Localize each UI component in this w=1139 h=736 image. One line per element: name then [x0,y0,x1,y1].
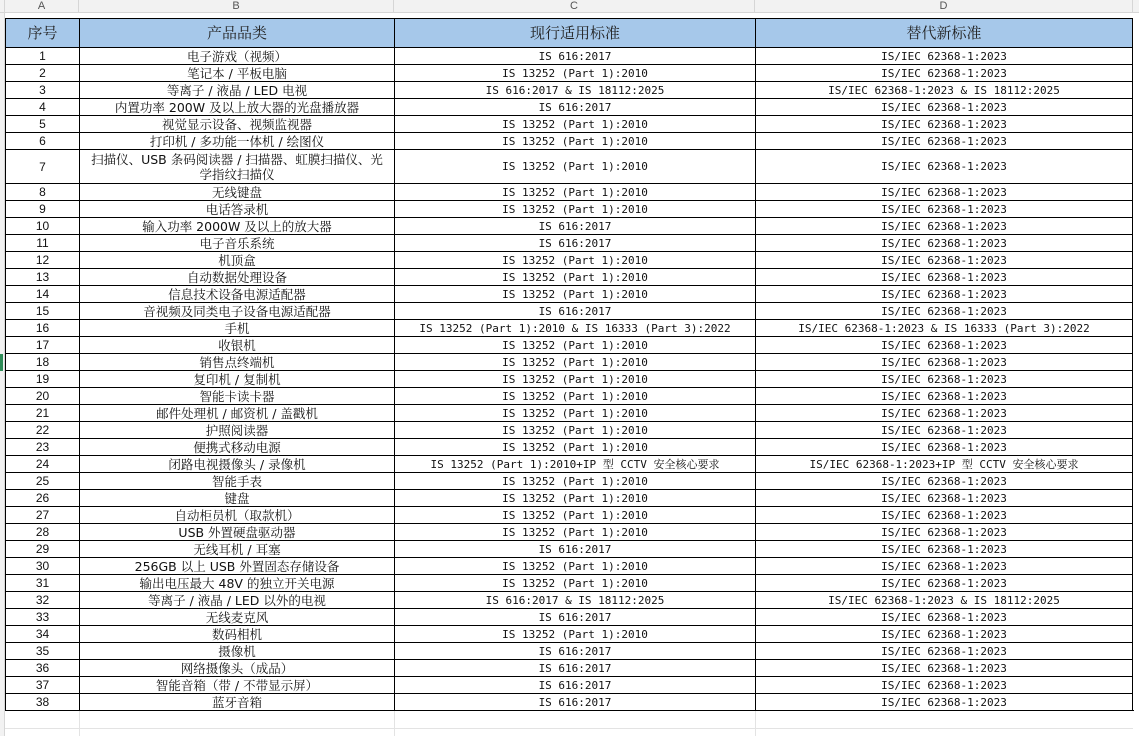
category-cell[interactable]: 视觉显示设备、视频监视器 [79,115,394,132]
current-standard-cell[interactable]: IS 13252 (Part 1):2010 [394,353,755,370]
seq-cell[interactable]: 3 [5,81,79,98]
seq-cell[interactable]: 35 [5,642,79,659]
new-standard-cell[interactable]: IS/IEC 62368-1:2023 [755,285,1133,302]
new-standard-cell[interactable]: IS/IEC 62368-1:2023 [755,557,1133,574]
current-standard-cell[interactable]: IS 616:2017 [394,540,755,557]
current-standard-cell[interactable]: IS 13252 (Part 1):2010 [394,200,755,217]
current-standard-cell[interactable]: IS 616:2017 & IS 18112:2025 [394,591,755,608]
new-standard-cell[interactable]: IS/IEC 62368-1:2023 [755,489,1133,506]
seq-cell[interactable]: 21 [5,404,79,421]
current-standard-cell[interactable]: IS 616:2017 [394,693,755,710]
seq-cell[interactable]: 14 [5,285,79,302]
category-cell[interactable]: 自动数据处理设备 [79,268,394,285]
seq-cell[interactable]: 11 [5,234,79,251]
new-standard-cell[interactable]: IS/IEC 62368-1:2023 [755,47,1133,64]
category-cell[interactable]: 智能手表 [79,472,394,489]
empty-col-gridline-b [79,711,80,736]
category-cell[interactable]: 键盘 [79,489,394,506]
category-cell[interactable]: 信息技术设备电源适配器 [79,285,394,302]
new-standard-cell[interactable]: IS/IEC 62368-1:2023 [755,608,1133,625]
current-standard-cell[interactable]: IS 616:2017 [394,659,755,676]
seq-cell[interactable]: 34 [5,625,79,642]
category-cell[interactable]: 等离子 / 液晶 / LED 以外的电视 [79,591,394,608]
column-header-c[interactable]: C [394,0,755,13]
seq-cell[interactable]: 22 [5,421,79,438]
seq-cell[interactable]: 32 [5,591,79,608]
current-standard-cell[interactable]: IS 13252 (Part 1):2010 [394,574,755,591]
seq-cell[interactable]: 8 [5,183,79,200]
seq-cell[interactable]: 24 [5,455,79,472]
new-standard-cell[interactable]: IS/IEC 62368-1:2023 [755,98,1133,115]
new-standard-cell[interactable]: IS/IEC 62368-1:2023 [755,234,1133,251]
category-cell[interactable]: 256GB 以上 USB 外置固态存储设备 [79,557,394,574]
empty-col-gridline-d [755,711,756,736]
seq-cell[interactable]: 10 [5,217,79,234]
new-standard-cell[interactable]: IS/IEC 62368-1:2023 [755,506,1133,523]
new-standard-cell[interactable]: IS/IEC 62368-1:2023 & IS 18112:2025 [755,81,1133,98]
table-bottom-border [5,710,1134,711]
category-cell[interactable]: 智能音箱（带 / 不带显示屏） [79,676,394,693]
current-standard-cell[interactable]: IS 616:2017 & IS 18112:2025 [394,81,755,98]
seq-cell[interactable]: 5 [5,115,79,132]
seq-cell[interactable]: 31 [5,574,79,591]
column-header-next[interactable] [1133,0,1139,13]
new-standard-cell[interactable]: IS/IEC 62368-1:2023 [755,302,1133,319]
table-header-category[interactable]: 产品品类 [79,18,394,47]
current-standard-cell[interactable]: IS 616:2017 [394,98,755,115]
category-cell[interactable]: 打印机 / 多功能一体机 / 绘图仪 [79,132,394,149]
current-standard-cell[interactable]: IS 13252 (Part 1):2010 [394,489,755,506]
new-standard-cell[interactable]: IS/IEC 62368-1:2023 [755,659,1133,676]
category-cell[interactable]: 无线麦克风 [79,608,394,625]
new-standard-cell[interactable]: IS/IEC 62368-1:2023 [755,251,1133,268]
column-header-d[interactable]: D [755,0,1133,13]
new-standard-cell[interactable]: IS/IEC 62368-1:2023 [755,642,1133,659]
column-header-a[interactable]: A [5,0,79,13]
seq-cell[interactable]: 15 [5,302,79,319]
table-header-new-standard[interactable]: 替代新标准 [755,18,1133,47]
category-cell[interactable]: 智能卡读卡器 [79,387,394,404]
category-cell[interactable]: 机顶盒 [79,251,394,268]
category-cell[interactable]: 收银机 [79,336,394,353]
seq-cell[interactable]: 1 [5,47,79,64]
table-header-seq[interactable]: 序号 [5,18,79,47]
current-standard-cell[interactable]: IS 13252 (Part 1):2010 [394,336,755,353]
category-cell[interactable]: 蓝牙音箱 [79,693,394,710]
current-standard-cell[interactable]: IS 13252 (Part 1):2010 [394,557,755,574]
category-cell[interactable]: 电话答录机 [79,200,394,217]
seq-cell[interactable]: 23 [5,438,79,455]
new-standard-cell[interactable]: IS/IEC 62368-1:2023 [755,438,1133,455]
category-cell[interactable]: 扫描仪、USB 条码阅读器 / 扫描器、虹膜扫描仪、光学指纹扫描仪 [79,149,394,183]
current-standard-cell[interactable]: IS 13252 (Part 1):2010 [394,64,755,81]
new-standard-cell[interactable]: IS/IEC 62368-1:2023 [755,574,1133,591]
new-standard-cell[interactable]: IS/IEC 62368-1:2023 [755,421,1133,438]
new-standard-cell[interactable]: IS/IEC 62368-1:2023 [755,268,1133,285]
empty-col-gridline-c [394,711,395,736]
category-cell[interactable]: 摄像机 [79,642,394,659]
new-standard-cell[interactable]: IS/IEC 62368-1:2023 [755,387,1133,404]
seq-cell[interactable]: 2 [5,64,79,81]
seq-cell[interactable]: 19 [5,370,79,387]
current-standard-cell[interactable]: IS 13252 (Part 1):2010 [394,370,755,387]
category-cell[interactable]: 等离子 / 液晶 / LED 电视 [79,81,394,98]
new-standard-cell[interactable]: IS/IEC 62368-1:2023 [755,472,1133,489]
new-standard-cell[interactable]: IS/IEC 62368-1:2023 [755,540,1133,557]
category-cell[interactable]: 手机 [79,319,394,336]
new-standard-cell[interactable]: IS/IEC 62368-1:2023 [755,693,1133,710]
new-standard-cell[interactable]: IS/IEC 62368-1:2023 [755,404,1133,421]
category-cell[interactable]: 笔记本 / 平板电脑 [79,64,394,81]
current-standard-cell[interactable]: IS 13252 (Part 1):2010 [394,625,755,642]
new-standard-cell[interactable]: IS/IEC 62368-1:2023 [755,370,1133,387]
current-standard-cell[interactable]: IS 616:2017 [394,47,755,64]
category-cell[interactable]: 便携式移动电源 [79,438,394,455]
new-standard-cell[interactable]: IS/IEC 62368-1:2023 [755,149,1133,183]
current-standard-cell[interactable]: IS 13252 (Part 1):2010 [394,523,755,540]
seq-cell[interactable]: 16 [5,319,79,336]
current-standard-cell[interactable]: IS 13252 (Part 1):2010 [394,285,755,302]
current-standard-cell[interactable]: IS 13252 (Part 1):2010 [394,149,755,183]
new-standard-cell[interactable]: IS/IEC 62368-1:2023+IP 型 CCTV 安全核心要求 [755,455,1133,472]
current-standard-cell[interactable]: IS 13252 (Part 1):2010 [394,268,755,285]
category-cell[interactable]: 无线键盘 [79,183,394,200]
category-cell[interactable]: USB 外置硬盘驱动器 [79,523,394,540]
current-standard-cell[interactable]: IS 616:2017 [394,217,755,234]
new-standard-cell[interactable]: IS/IEC 62368-1:2023 [755,676,1133,693]
current-standard-cell[interactable]: IS 13252 (Part 1):2010 [394,506,755,523]
selected-row-marker [0,354,3,371]
seq-cell[interactable]: 27 [5,506,79,523]
new-standard-cell[interactable]: IS/IEC 62368-1:2023 [755,336,1133,353]
seq-cell[interactable]: 17 [5,336,79,353]
seq-cell[interactable]: 13 [5,268,79,285]
category-cell[interactable]: 复印机 / 复制机 [79,370,394,387]
current-standard-cell[interactable]: IS 13252 (Part 1):2010 [394,438,755,455]
new-standard-cell[interactable]: IS/IEC 62368-1:2023 & IS 18112:2025 [755,591,1133,608]
seq-cell[interactable]: 33 [5,608,79,625]
current-standard-cell[interactable]: IS 616:2017 [394,676,755,693]
table-header-current-standard[interactable]: 现行适用标准 [394,18,755,47]
category-cell[interactable]: 无线耳机 / 耳塞 [79,540,394,557]
new-standard-cell[interactable]: IS/IEC 62368-1:2023 [755,353,1133,370]
category-cell[interactable]: 电子游戏（视频） [79,47,394,64]
current-standard-cell[interactable]: IS 13252 (Part 1):2010 [394,387,755,404]
new-standard-cell[interactable]: IS/IEC 62368-1:2023 [755,64,1133,81]
current-standard-cell[interactable]: IS 13252 (Part 1):2010 [394,115,755,132]
seq-cell[interactable]: 28 [5,523,79,540]
current-standard-cell[interactable]: IS 13252 (Part 1):2010 [394,132,755,149]
category-cell[interactable]: 邮件处理机 / 邮资机 / 盖戳机 [79,404,394,421]
seq-cell[interactable]: 4 [5,98,79,115]
category-cell[interactable]: 内置功率 200W 及以上放大器的光盘播放器 [79,98,394,115]
category-cell[interactable]: 音视频及同类电子设备电源适配器 [79,302,394,319]
category-cell[interactable]: 数码相机 [79,625,394,642]
current-standard-cell[interactable]: IS 13252 (Part 1):2010+IP 型 CCTV 安全核心要求 [394,455,755,472]
category-cell[interactable]: 销售点终端机 [79,353,394,370]
current-standard-cell[interactable]: IS 13252 (Part 1):2010 [394,421,755,438]
seq-cell[interactable]: 29 [5,540,79,557]
new-standard-cell[interactable]: IS/IEC 62368-1:2023 [755,200,1133,217]
category-cell[interactable]: 输入功率 2000W 及以上的放大器 [79,217,394,234]
seq-cell[interactable]: 38 [5,693,79,710]
seq-cell[interactable]: 25 [5,472,79,489]
new-standard-cell[interactable]: IS/IEC 62368-1:2023 [755,523,1133,540]
current-standard-cell[interactable]: IS 13252 (Part 1):2010 [394,472,755,489]
seq-cell[interactable]: 20 [5,387,79,404]
current-standard-cell[interactable]: IS 13252 (Part 1):2010 [394,404,755,421]
new-standard-cell[interactable]: IS/IEC 62368-1:2023 & IS 16333 (Part 3):2022 [755,319,1133,336]
seq-cell[interactable]: 12 [5,251,79,268]
new-standard-cell[interactable]: IS/IEC 62368-1:2023 [755,132,1133,149]
seq-cell[interactable]: 18 [5,353,79,370]
current-standard-cell[interactable]: IS 616:2017 [394,642,755,659]
seq-cell[interactable]: 7 [5,149,79,183]
seq-cell[interactable]: 36 [5,659,79,676]
seq-cell[interactable]: 6 [5,132,79,149]
category-cell[interactable]: 自动柜员机（取款机） [79,506,394,523]
category-cell[interactable]: 电子音乐系统 [79,234,394,251]
current-standard-cell[interactable]: IS 616:2017 [394,302,755,319]
new-standard-cell[interactable]: IS/IEC 62368-1:2023 [755,217,1133,234]
current-standard-cell[interactable]: IS 616:2017 [394,608,755,625]
current-standard-cell[interactable]: IS 13252 (Part 1):2010 [394,251,755,268]
category-cell[interactable]: 护照阅读器 [79,421,394,438]
current-standard-cell[interactable]: IS 13252 (Part 1):2010 & IS 16333 (Part 3):2022 [394,319,755,336]
empty-row-gridline [5,728,1133,729]
category-cell[interactable]: 输出电压最大 48V 的独立开关电源 [79,574,394,591]
column-header-b[interactable]: B [79,0,394,13]
category-cell[interactable]: 闭路电视摄像头 / 录像机 [79,455,394,472]
new-standard-cell[interactable]: IS/IEC 62368-1:2023 [755,625,1133,642]
new-standard-cell[interactable]: IS/IEC 62368-1:2023 [755,115,1133,132]
seq-cell[interactable]: 37 [5,676,79,693]
category-cell[interactable]: 网络摄像头（成品） [79,659,394,676]
new-standard-cell[interactable]: IS/IEC 62368-1:2023 [755,183,1133,200]
current-standard-cell[interactable]: IS 13252 (Part 1):2010 [394,183,755,200]
seq-cell[interactable]: 26 [5,489,79,506]
current-standard-cell[interactable]: IS 616:2017 [394,234,755,251]
seq-cell[interactable]: 9 [5,200,79,217]
seq-cell[interactable]: 30 [5,557,79,574]
